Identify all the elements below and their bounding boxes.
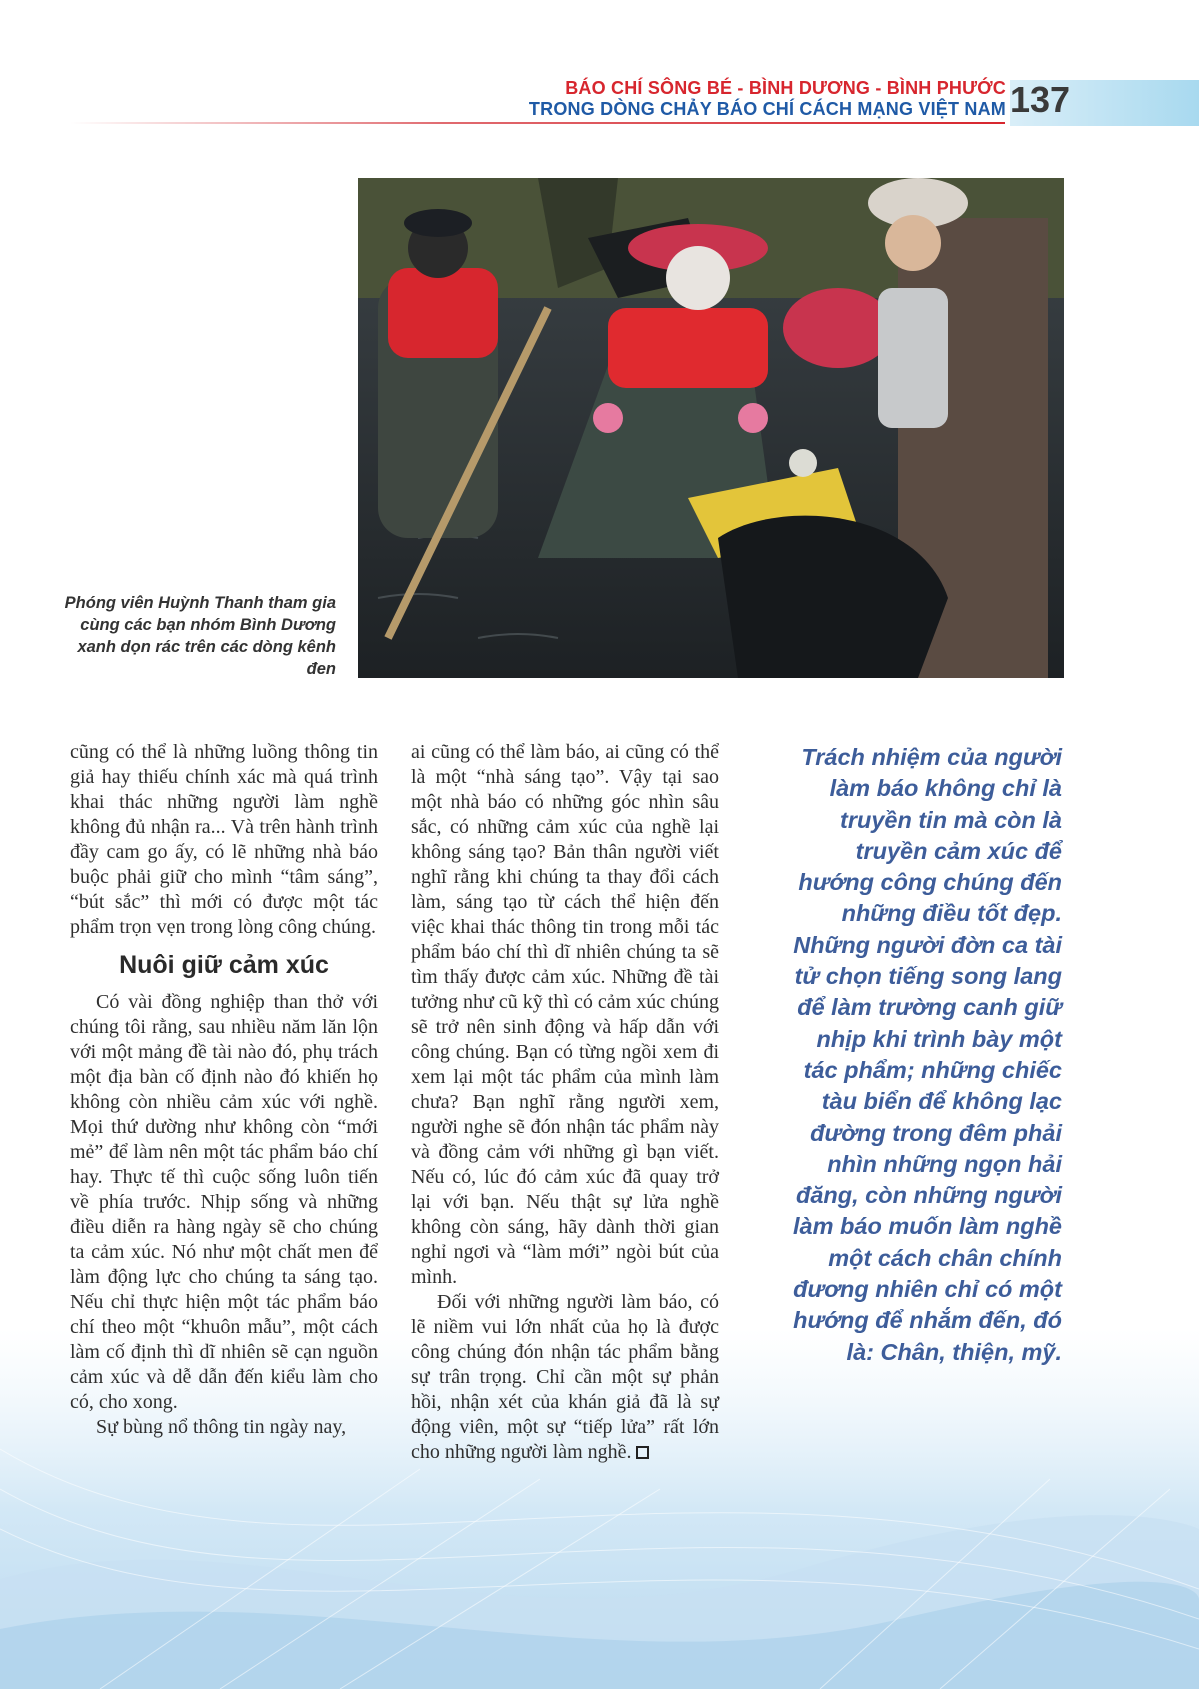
end-of-article-icon: [636, 1446, 649, 1459]
photo-caption: Phóng viên Huỳnh Thanh tham gia cùng các bạn nhóm Bình Dương xanh dọn rác trên các dòng kênh đen: [64, 594, 336, 678]
paragraph-final: [411, 1290, 719, 1465]
paragraph: cũng có thể là những luồng thông tin giả hay thiếu chính xác mà quá trình khai thác những người làm nghề không đủ nhận ra... Và trên hành trình đầy cam go ấy, có lẽ những nhà báo buộc phải giữ cho mình “tâm sáng”, “bút sắc” thì mới có được một tác phẩm trọn vẹn trong lòng công chúng.: [70, 741, 378, 938]
pull-quote: Trách nhiệm của người làm báo không chỉ là truyền tin mà còn là truyền cảm xúc để hướng công chúng đến những điều tốt đẹp. Những người đờn ca tài tử chọn tiếng song lang để làm trường canh giữ nhịp khi trình bày một tác phẩm; những chiếc tàu biển để không lạc đường trong đêm phải nhìn những ngọn hải đăng, còn những người làm báo muốn làm nghề một cách chân chính đương nhiên chỉ có một hướng để nhắm đến, đó là: Chân, thiện, mỹ.: [793, 744, 1062, 1365]
photo-canal-cleanup: [358, 178, 1064, 678]
header-rule: [70, 122, 1005, 124]
paragraph-text: Đối với những người làm báo, có lẽ niềm vui lớn nhất của họ là được công chúng đón nhận tác phẩm bằng sự trân trọng. Chỉ cần một sự phản hồi, nhận xét của khán giả đã là sự động viên, một sự “tiếp lửa” rất lớn cho những người làm nghề.: [411, 1291, 719, 1463]
page-number: 137: [1010, 79, 1071, 120]
paragraph: Sự bùng nổ thông tin ngày nay,: [96, 1416, 347, 1438]
section-heading: Nuôi giữ cảm xúc: [119, 951, 329, 979]
running-header-line2: TRONG DÒNG CHẢY BÁO CHÍ CÁCH MẠNG VIỆT NAM: [528, 99, 1006, 119]
paragraph: Có vài đồng nghiệp than thở với chúng tôi rằng, sau nhiều năm lăn lộn với một mảng đề tài nào đó, phụ trách một địa bàn cố định nào đó khiến họ không còn nhiều cảm xúc với nghề. Mọi thứ dường như không còn “mới mẻ” để làm nên một tác phẩm báo chí hay. Thực tế thì cuộc sống luôn tiến về phía trước. Nhịp sống và những điều diễn ra hàng ngày sẽ cho chúng ta cảm xúc. Nó như một chất men để làm động lực cho chúng ta sáng tạo. Nếu chỉ thực hiện một tác phẩm báo chí theo một “khuôn mẫu”, một cách làm cố định thì dĩ nhiên sẽ cạn nguồn cảm xúc và dễ dẫn đến kiểu làm cho có, cho xong.: [70, 991, 378, 1413]
article-column-1: [70, 740, 378, 1440]
running-header-line1: BÁO CHÍ SÔNG BÉ - BÌNH DƯƠNG - BÌNH PHƯỚC: [565, 78, 1006, 98]
paragraph: ai cũng có thể làm báo, ai cũng có thể là một “nhà sáng tạo”. Vậy tại sao một nhà báo có những góc nhìn sâu sắc, có những cảm xúc của nghề lại không sáng tạo? Bản thân người viết nghĩ rằng khi chúng ta thay đổi cách làm, sáng tạo từ cách thể hiện đến việc khai thác thông tin trong mỗi tác phẩm báo chí thì dĩ nhiên chúng ta sẽ tìm thấy được cảm xúc. Những đề tài tưởng như cũ kỹ thì có cảm xúc chúng sẽ trở nên sinh động và hấp dẫn với công chúng. Bạn có từng ngồi xem đi xem lại một tác phẩm của mình làm chưa? Bạn nghĩ rằng người xem, người nghe sẽ đón nhận tác phẩm này và đồng cảm với những gì bạn viết. Nếu có, lúc đó cảm xúc đã quay trở lại với bạn. Nếu thật sự lửa nghề không còn sáng, hãy dành thời gian nghỉ ngơi và “làm mới” ngòi bút của mình.: [411, 741, 719, 1288]
article-column-2: [411, 740, 719, 1465]
